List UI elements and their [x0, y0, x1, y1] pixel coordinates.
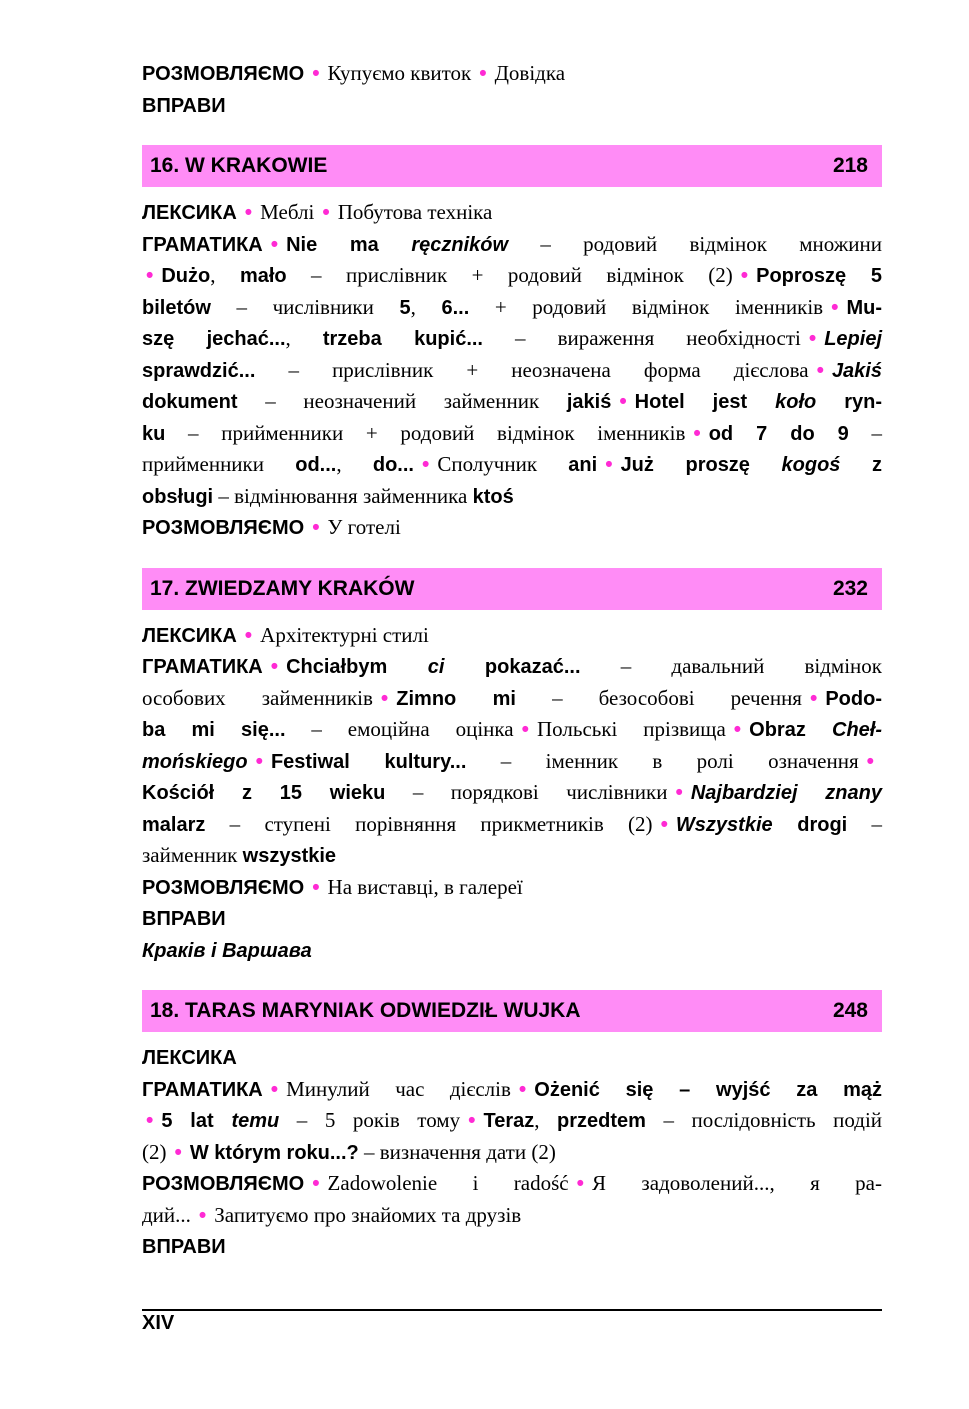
toc-text: szę jechać...	[142, 328, 286, 350]
toc-text: – порядкові числівники	[385, 780, 668, 804]
toc-line	[142, 714, 882, 746]
toc-text: ktoś	[472, 485, 514, 508]
toc-text: – прислівник + неозначена форма дієслова	[255, 357, 809, 382]
lesson-header-18[interactable]	[142, 990, 882, 1032]
toc-text: Cheł-	[832, 719, 882, 741]
toc-text: ,	[336, 452, 373, 476]
toc-text: (2)	[142, 1139, 167, 1164]
toc-text: jakiś	[566, 391, 612, 413]
toc-text: Довідка	[494, 61, 566, 85]
toc-line	[142, 229, 882, 261]
toc-text: На виставці, в галереї	[327, 874, 523, 899]
bullet-icon: •	[380, 686, 389, 710]
toc-text: – послідовність подій	[645, 1108, 883, 1132]
toc-text: – прислівник + родовий відмінок (2)	[286, 263, 733, 287]
toc-line	[142, 260, 882, 292]
bullet-icon: •	[816, 358, 824, 382]
toc-text: Я задоволений..., я ра-	[591, 1171, 882, 1195]
toc-text: malarz	[142, 813, 206, 836]
toc-text: wszystkie	[242, 845, 337, 867]
toc-text: Podo-	[825, 687, 882, 710]
lesson-page-number: 248	[832, 999, 868, 1022]
toc-text: 6...	[441, 296, 470, 319]
toc-line	[142, 1105, 882, 1137]
toc-text: Побутова техніка	[337, 200, 493, 224]
bullet-icon: •	[518, 1077, 527, 1101]
section-label: ЛЕКСИКА	[142, 624, 237, 647]
toc-line	[142, 1042, 882, 1074]
table-of-contents	[142, 58, 882, 1263]
toc-text: W którym roku...?	[189, 1141, 359, 1164]
toc-line	[142, 935, 882, 967]
toc-text: Сполучник	[437, 452, 569, 476]
section-label: ГРАМАТИКА	[142, 233, 263, 256]
toc-line	[142, 1074, 882, 1106]
toc-text: Zimno mi	[396, 687, 516, 710]
toc-text: Hotel jest	[634, 391, 776, 413]
toc-text: ,	[534, 1108, 558, 1132]
toc-line	[142, 1231, 882, 1263]
toc-text: – давальний відмінок	[580, 654, 882, 678]
toc-line	[142, 58, 882, 90]
toc-line	[142, 777, 882, 809]
bullet-icon: •	[479, 62, 487, 85]
toc-text: – неозначений займенник	[237, 389, 567, 413]
toc-line	[142, 1137, 882, 1169]
section-label: РОЗМОВЛЯЄМО	[142, 1173, 305, 1195]
toc-text: – числівники	[210, 294, 400, 319]
bullet-icon: •	[244, 201, 253, 224]
bullet-icon: •	[866, 749, 874, 773]
toc-text: obsługi	[142, 485, 214, 508]
toc-text: Chciałbym	[286, 656, 428, 678]
toc-text: Архітектурні стилі	[260, 622, 429, 647]
toc-text: Teraz	[483, 1110, 535, 1132]
bullet-icon: •	[244, 623, 253, 647]
section-label: ГРАМАТИКА	[142, 656, 263, 678]
bullet-icon: •	[740, 264, 749, 287]
bullet-icon: •	[733, 718, 742, 741]
bullet-icon: •	[270, 232, 279, 256]
page-number: XIV	[142, 1312, 175, 1334]
section-label: ЛЕКСИКА	[142, 1047, 237, 1069]
toc-text: У готелі	[327, 515, 401, 539]
footer-divider	[142, 1309, 882, 1311]
toc-text: temu	[231, 1110, 280, 1132]
toc-text: займенник	[142, 843, 243, 867]
toc-line	[142, 683, 882, 715]
toc-text: biletów	[142, 296, 211, 319]
bullet-icon: •	[322, 201, 330, 224]
toc-text: sprawdzić...	[142, 359, 256, 382]
toc-text: trzeba kupić...	[322, 328, 483, 350]
bullet-icon: •	[576, 1172, 584, 1195]
toc-text: Запитуємо про знайомих та друзів	[214, 1202, 522, 1227]
toc-text: Już proszę	[620, 454, 782, 476]
lesson-header-17[interactable]	[142, 568, 882, 610]
toc-text: Zadowolenie i radość	[327, 1171, 569, 1195]
toc-text: Wszystkie	[675, 813, 773, 836]
toc-text: Poproszę 5	[756, 265, 882, 287]
toc-text: + родовий відмінок іменників	[469, 294, 824, 319]
bullet-icon: •	[693, 421, 701, 445]
toc-line	[142, 512, 882, 544]
toc-text: mońskiego	[142, 750, 248, 773]
toc-text: – вираження необхідності	[483, 326, 801, 350]
toc-line	[142, 809, 882, 841]
toc-line	[142, 840, 882, 872]
lesson-title: 16. W KRAKOWIE	[150, 154, 328, 177]
toc-line	[142, 418, 882, 450]
toc-text: od 7 do 9	[708, 422, 849, 445]
bullet-icon: •	[312, 62, 320, 85]
toc-text: – визначення дати (2)	[358, 1139, 556, 1164]
bullet-icon: •	[660, 812, 668, 836]
toc-line	[142, 872, 882, 904]
toc-text: Najbardziej znany	[690, 782, 882, 804]
bullet-icon: •	[605, 453, 613, 476]
section-label: РОЗМОВЛЯЄМО	[142, 876, 305, 899]
toc-line	[142, 355, 882, 387]
lesson-header-16[interactable]	[142, 145, 882, 187]
section-label: ГРАМАТИКА	[142, 1078, 263, 1101]
toc-line	[142, 386, 882, 418]
toc-text: особових займенників	[142, 685, 373, 710]
bullet-icon: •	[312, 875, 320, 899]
toc-line	[142, 1200, 882, 1232]
toc-text: ,	[210, 263, 240, 287]
section-label: ВПРАВИ	[142, 94, 226, 117]
section-label: ВПРАВИ	[142, 908, 226, 930]
toc-text: Mu-	[846, 296, 882, 319]
toc-text: – 5 років тому	[279, 1108, 461, 1132]
bullet-icon: •	[255, 749, 263, 773]
bullet-icon: •	[808, 327, 817, 350]
toc-text: z	[840, 454, 882, 476]
toc-text: Dużo	[161, 265, 211, 287]
section-label: РОЗМОВЛЯЄМО	[142, 517, 305, 539]
toc-text: Lepiej	[824, 328, 882, 350]
toc-text: – емоційна оцінка	[285, 717, 514, 741]
toc-text: ci	[427, 656, 445, 678]
section-label: ВПРАВИ	[142, 1236, 226, 1258]
toc-text: –	[847, 811, 883, 836]
toc-text: Краків і Варшава	[142, 939, 312, 962]
toc-text: ,	[410, 294, 442, 319]
bullet-icon: •	[270, 1077, 279, 1101]
bullet-icon: •	[312, 1172, 320, 1195]
toc-line	[142, 620, 882, 652]
toc-text: drogi	[772, 813, 848, 836]
bullet-icon: •	[198, 1203, 207, 1227]
toc-text: ,	[285, 326, 323, 350]
toc-text: прийменники	[142, 452, 296, 476]
toc-text: dokument	[142, 391, 238, 413]
toc-text: – безособові речення	[515, 685, 802, 710]
toc-text: Jakiś	[831, 359, 882, 382]
bullet-icon: •	[619, 390, 627, 413]
lesson-title: 18. TARAS MARYNIAK ODWIEDZIŁ WUJKA	[150, 999, 581, 1022]
toc-line	[142, 1168, 882, 1200]
toc-text: – ступені порівняння прикметників (2)	[205, 811, 653, 836]
lesson-page-number: 232	[832, 576, 868, 600]
bullet-icon: •	[270, 655, 279, 678]
toc-text: Festiwal kultury...	[270, 750, 467, 773]
bullet-icon: •	[174, 1140, 182, 1164]
bullet-icon: •	[146, 264, 154, 287]
bullet-icon: •	[675, 781, 683, 804]
toc-text: kogoś	[781, 454, 841, 476]
toc-text: дий...	[142, 1202, 191, 1227]
toc-text: Минулий час дієслів	[286, 1076, 511, 1101]
toc-text: ręczników	[411, 233, 509, 256]
toc-line	[142, 292, 882, 324]
toc-text: 5 lat	[161, 1110, 232, 1132]
toc-line	[142, 90, 882, 122]
bullet-icon: •	[421, 453, 430, 476]
bullet-icon: •	[809, 686, 818, 710]
toc-text: ba mi się...	[142, 719, 286, 741]
toc-text: – родовий відмінок множини	[508, 231, 882, 256]
toc-line	[142, 197, 882, 229]
toc-text: Ożenić się – wyjść za mąż	[534, 1078, 883, 1101]
toc-text: ku	[142, 422, 166, 445]
bullet-icon: •	[521, 718, 529, 741]
toc-text: koło	[775, 391, 817, 413]
bullet-icon: •	[468, 1109, 476, 1132]
toc-text: –	[848, 420, 882, 445]
lesson-page-number: 218	[832, 154, 868, 177]
toc-text: 5	[399, 296, 411, 319]
toc-line	[142, 903, 882, 935]
toc-text: – відмінювання займенника	[213, 483, 473, 508]
toc-text: – іменник в ролі означення	[466, 748, 859, 773]
toc-text: od...	[295, 454, 337, 476]
toc-text: Польські прізвища	[537, 717, 726, 741]
toc-text: do...	[372, 454, 414, 476]
toc-line	[142, 481, 882, 513]
bullet-icon: •	[831, 295, 839, 319]
toc-text: Kościół z 15 wieku	[142, 782, 386, 804]
toc-text: pokazać...	[444, 656, 581, 678]
toc-text: – прийменники + родовий відмінок іменників	[165, 420, 686, 445]
toc-text: mało	[239, 265, 287, 287]
toc-text: Меблі	[260, 200, 315, 224]
bullet-icon: •	[312, 516, 320, 539]
toc-text: przedtem	[557, 1110, 646, 1132]
toc-line	[142, 651, 882, 683]
toc-line	[142, 323, 882, 355]
toc-text: ani	[568, 454, 598, 476]
lesson-title: 17. ZWIEDZAMY KRAKÓW	[150, 576, 415, 600]
toc-text: ryn-	[816, 391, 883, 413]
bullet-icon: •	[146, 1109, 154, 1132]
toc-text: Купуємо квиток	[327, 61, 472, 85]
section-label: ЛЕКСИКА	[142, 202, 237, 224]
toc-line	[142, 449, 882, 481]
toc-text: Obraz	[749, 719, 832, 741]
toc-text: Nie ma	[286, 233, 412, 256]
toc-line	[142, 746, 882, 778]
section-label: РОЗМОВЛЯЄМО	[142, 63, 305, 85]
